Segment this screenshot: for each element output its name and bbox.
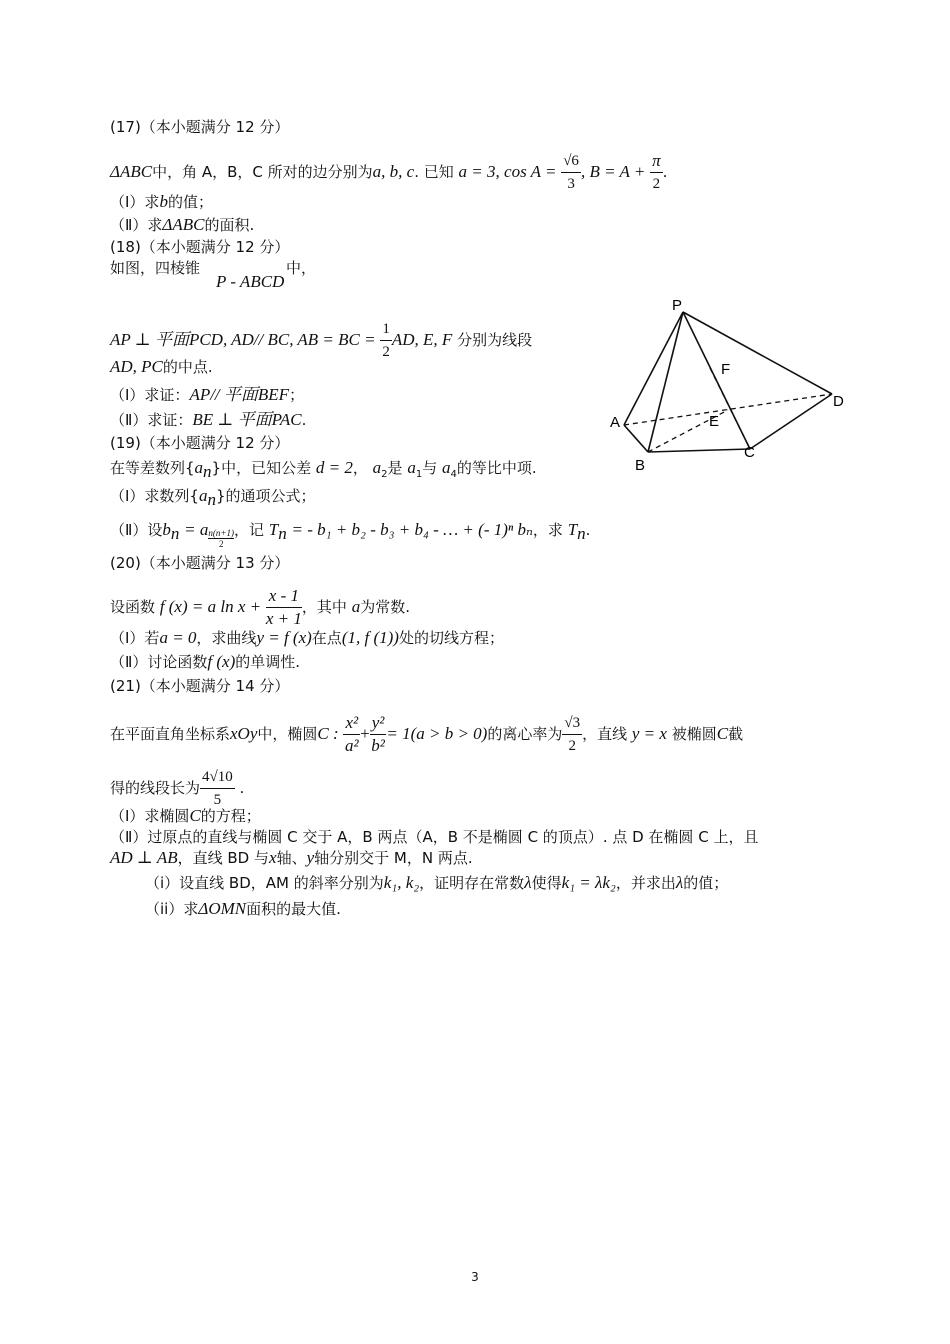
p21-q1 — [110, 806, 261, 826]
perp-expr: AD ⊥ AB — [110, 848, 178, 867]
label-a: A — [610, 414, 621, 431]
text: 中，椭圆 — [257, 725, 318, 743]
p18-q1 — [110, 385, 304, 405]
text: 轴分别交于 M，N 两点. — [314, 849, 473, 867]
p21-header: (21)（本小题满分 14 分） — [110, 677, 290, 695]
cond-expr2: AD, E, F — [391, 330, 453, 349]
q-text: 的值； — [167, 193, 213, 211]
text: 轴、 — [276, 849, 307, 867]
slope-relation: k₁ = λk₂ — [561, 873, 616, 892]
var: b — [162, 520, 171, 539]
midpoint-text: 的中点. — [162, 358, 213, 376]
text: 的值； — [683, 874, 729, 892]
p19-header: (19)（本小题满分 12 分） — [110, 434, 290, 452]
b-expr: , B = A + — [580, 162, 646, 181]
var: T — [268, 520, 279, 539]
text: 得的线段长为 — [110, 779, 201, 797]
frac-den: 2 — [652, 176, 661, 192]
text: . — [585, 521, 591, 539]
frac-den: 2 — [568, 738, 576, 754]
text: （ii）求 — [145, 900, 199, 918]
slopes: k₁, k₂ — [383, 873, 420, 892]
text: 处的切线方程； — [398, 629, 504, 647]
frac-num: √3 — [562, 712, 582, 735]
text: ，求曲线 — [196, 629, 257, 647]
line-eq: y = x — [631, 724, 667, 743]
label-e: E — [709, 413, 720, 430]
label-d: D — [833, 393, 844, 410]
var: T — [567, 520, 578, 539]
sum-expr: = - b₁ + b₂ - b₃ + b₄ - … + (- 1)ⁿ bₙ — [291, 520, 533, 539]
cond-expr: AP ⊥ 平面PCD, AD// BC, AB = BC = — [110, 330, 376, 349]
lambda: λ — [675, 873, 684, 892]
text: 是 — [387, 459, 403, 477]
p21-q2: （Ⅱ）过原点的直线与椭圆 C 交于 A，B 两点（A，B 不是椭圆 C 的顶点）. 点 D 在椭圆 C 上，且 — [110, 828, 759, 846]
p17-q1 — [110, 192, 213, 212]
var: y — [306, 848, 315, 867]
q-text: 的面积. — [204, 216, 255, 234]
text: ，记 — [233, 521, 264, 539]
edge-pd — [683, 312, 832, 394]
text: 的离心率为 — [487, 725, 563, 743]
var: a — [198, 486, 208, 505]
p19-q2 — [110, 520, 590, 549]
p17-header: (17)（本小题满分 12 分） — [110, 118, 290, 136]
text: ，并求出 — [615, 874, 676, 892]
q-label: （Ⅱ）求证： — [110, 411, 193, 429]
subscript-frac — [208, 528, 234, 549]
plus: + — [360, 724, 370, 743]
label-b: B — [635, 457, 646, 474]
frac-sqrt6-3 — [561, 150, 581, 195]
frac-pi-2 — [650, 150, 663, 195]
pyramid-name: P - ABCD — [216, 272, 285, 291]
q-text: 的方程； — [200, 807, 261, 825]
p21-q2-line2 — [110, 848, 473, 868]
q-text: }的通项公式； — [215, 487, 316, 505]
text: 被椭圆 — [671, 725, 717, 743]
frac-den: 5 — [213, 792, 222, 808]
edge-cd — [750, 394, 832, 449]
q-label: （Ⅰ）求证： — [110, 386, 190, 404]
q-label: （Ⅰ）求数列{ — [110, 487, 199, 505]
q-expr: BE ⊥ 平面PAC — [192, 410, 302, 429]
text: ，直线 — [582, 725, 628, 743]
frac-sqrt3-2 — [562, 712, 582, 757]
ellipse-cond: = 1(a > b > 0) — [386, 724, 488, 743]
q-label: （Ⅰ）若 — [110, 629, 160, 647]
text: 截 — [728, 725, 744, 743]
text: 在平面直角坐标系 — [110, 725, 231, 743]
frac-den: 3 — [567, 176, 575, 192]
edge-pb — [648, 312, 683, 452]
var: a — [442, 458, 451, 477]
text: 的等比中项. — [456, 459, 537, 477]
p19-q1 — [110, 486, 316, 510]
text: 面积的最大值. — [246, 900, 341, 918]
q-label: （Ⅰ）求 — [110, 193, 160, 211]
frac-num: π — [650, 150, 663, 173]
var-b: b — [159, 192, 168, 211]
frac-den: x + 1 — [265, 609, 302, 628]
sub: 1 — [415, 469, 423, 480]
label-c: C — [744, 444, 755, 461]
frac-num: 4√10 — [200, 766, 235, 789]
pyramid-figure — [600, 292, 860, 482]
text: ，其中 — [301, 598, 347, 616]
q-label: （Ⅱ）求 — [110, 216, 163, 234]
frac-x2-a2 — [343, 712, 360, 757]
p21-qi — [145, 873, 728, 893]
var: a — [351, 597, 361, 616]
text: 与 — [422, 459, 438, 477]
edge-pa — [624, 312, 683, 425]
sides-abc: a, b, c — [372, 162, 415, 181]
edge-ab — [624, 425, 648, 452]
cond: a = 0 — [159, 628, 197, 647]
frac-den: b² — [371, 736, 385, 755]
q-label: （Ⅱ）设 — [110, 521, 163, 539]
ellipse-name: C — [716, 724, 729, 743]
frac-num: y² — [370, 712, 387, 735]
p18-intro — [110, 258, 316, 278]
triangle-omn: ΔOMN — [198, 899, 247, 918]
frac-1-2 — [380, 318, 392, 363]
ellipse-name: C — [189, 806, 201, 825]
ellipse-name: C : — [317, 724, 339, 743]
text: ，证明存在常数 — [419, 874, 525, 892]
page-number: 3 — [471, 1270, 479, 1284]
cond-text: 分别为线段 — [457, 331, 533, 349]
sub: 4 — [450, 469, 457, 480]
point: (1, f (1)) — [341, 628, 399, 647]
segments: AD, PC — [110, 357, 163, 376]
p20-statement — [110, 585, 410, 630]
sub: n — [278, 524, 287, 543]
frac-den: 2 — [382, 344, 390, 360]
text: }中，已知公差 — [211, 459, 312, 477]
q-label: （Ⅰ）求椭圆 — [110, 807, 190, 825]
edge-ad-hidden — [624, 394, 832, 425]
frac-num: √6 — [561, 150, 581, 173]
zhong-text: 中， — [286, 259, 317, 277]
q-label: （Ⅱ）讨论函数 — [110, 653, 208, 671]
var: a — [194, 458, 204, 477]
frac-4sqrt10-5 — [200, 766, 235, 811]
text: . — [239, 779, 245, 797]
coord-system: xOy — [230, 724, 258, 743]
var: = a — [184, 520, 209, 539]
q-text: ； — [289, 386, 305, 404]
sub: n — [577, 524, 586, 543]
p21-chord — [110, 766, 244, 811]
p21-qii — [145, 899, 341, 919]
q-text: . — [301, 411, 307, 429]
sub: 2 — [381, 469, 388, 480]
segment-fc — [710, 368, 750, 449]
label-p: P — [672, 297, 683, 314]
q-text: 的单调性. — [235, 653, 301, 671]
text: 在等差数列{ — [110, 459, 195, 477]
p17-statement: ΔABC中，角 A，B，C 所对的边分别为a, b, c. 已知 a = 3, cos A = $\frac{√6}{3}$ , B = A + $\frac{\pi}{2}$ . — [110, 150, 667, 195]
triangle-abc: ΔABC — [162, 215, 205, 234]
p18-header: (18)（本小题满分 12 分） — [110, 238, 290, 256]
func-expr: f (x) = a ln x + — [159, 597, 262, 616]
p20-header: (20)（本小题满分 13 分） — [110, 554, 290, 572]
lambda: λ — [524, 873, 532, 892]
sub: n — [170, 524, 180, 543]
p19-statement — [110, 458, 537, 485]
triangle-abc: ΔABC — [110, 162, 153, 181]
p18-midpoints — [110, 357, 213, 377]
frac-x-1-over-x+1 — [266, 585, 302, 630]
q-expr: AP// 平面BEF — [189, 385, 290, 404]
text: ， — [352, 459, 368, 477]
frac-num: x - 1 — [266, 585, 302, 608]
text: 使得 — [531, 874, 562, 892]
cos-a-expr: a = 3, cos A = — [458, 162, 557, 181]
p17-text: 中，角 A，B，C 所对的边分别为 — [152, 163, 373, 181]
p20-q1 — [110, 628, 504, 648]
text: （i）设直线 BD，AM 的斜率分别为 — [145, 874, 384, 892]
text: ，直线 BD 与 — [177, 849, 270, 867]
sub-num: n(n+1) — [208, 528, 234, 538]
frac-y2-b2 — [370, 712, 387, 757]
p20-q2 — [110, 652, 300, 672]
text: 设函数 — [110, 598, 156, 616]
curve: y = f (x) — [256, 628, 312, 647]
text: ，求 — [532, 521, 563, 539]
p17-given: . 已知 — [414, 163, 454, 181]
p18-q2 — [110, 410, 306, 430]
sub: n — [203, 462, 212, 481]
sub: n — [207, 490, 216, 509]
var: a — [407, 458, 416, 477]
frac-den: a² — [344, 736, 359, 755]
frac-num: 1 — [380, 318, 392, 341]
text: 在点 — [311, 629, 342, 647]
edge-bc — [648, 449, 750, 452]
sub-den: 2 — [218, 539, 224, 549]
p17-q2 — [110, 215, 254, 235]
frac-num: x² — [343, 712, 360, 735]
common-diff: d = 2 — [315, 458, 353, 477]
label-f: F — [721, 361, 731, 378]
intro-text: 如图，四棱锥 — [110, 259, 201, 277]
func: f (x) — [207, 652, 236, 671]
var: x — [269, 848, 277, 867]
text: 为常数. — [360, 598, 410, 616]
p21-statement — [110, 712, 743, 757]
var: a — [372, 458, 382, 477]
